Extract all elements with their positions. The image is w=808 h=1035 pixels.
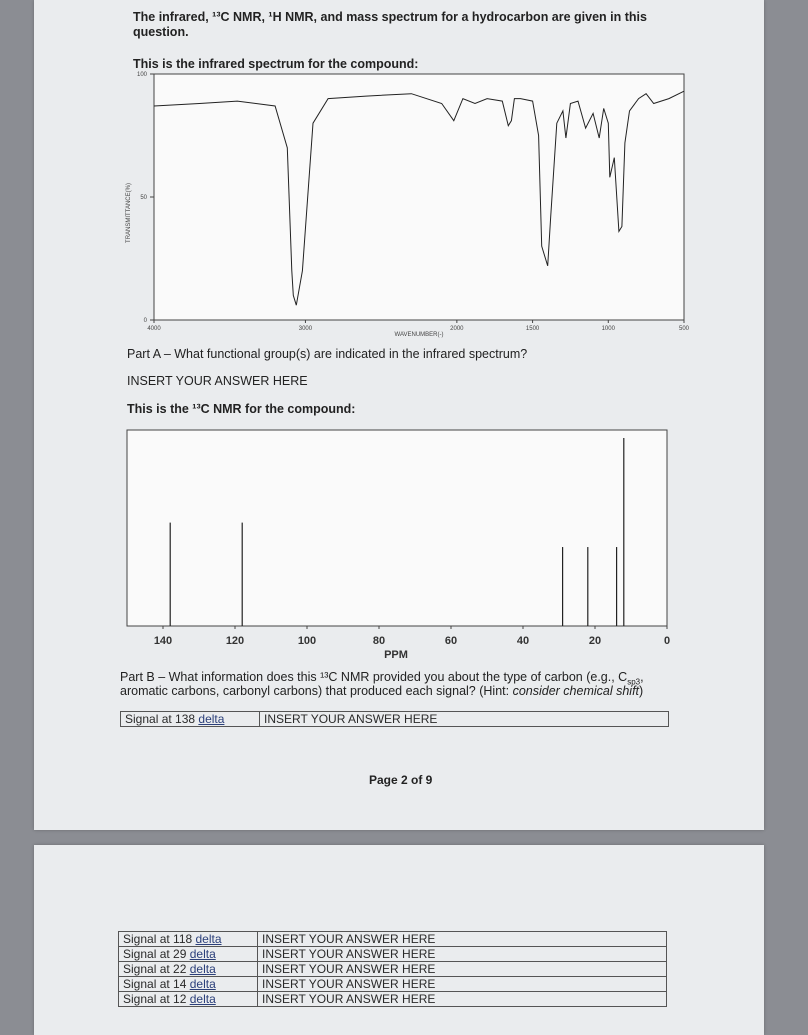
- cnmr-spectrum-chart: [34, 420, 764, 660]
- signal-label: [119, 977, 258, 992]
- cnmr-x-ticks: [154, 626, 670, 647]
- table-row: [119, 947, 667, 962]
- page-number: Page 2 of 9: [369, 773, 433, 787]
- ir-x-tick-label: 3000: [298, 326, 313, 332]
- ir-y-tick-label: 100: [136, 72, 147, 78]
- part-a-question: Part A – What functional group(s) are indicated in the infrared spectrum?: [127, 347, 528, 361]
- delta-link[interactable]: delta: [198, 712, 225, 726]
- signal-answer[interactable]: INSERT YOUR ANSWER HERE: [260, 712, 669, 727]
- ir-x-tick-label: 1500: [525, 326, 540, 332]
- signal-label: [119, 947, 258, 962]
- document-page-1: [34, 0, 764, 830]
- cnmr-x-tick-label: 60: [444, 635, 458, 647]
- table-row: [119, 962, 667, 977]
- part-b-sub: sp3: [627, 677, 641, 687]
- signal-label-prefix: Signal at 138: [125, 712, 199, 726]
- delta-link[interactable]: delta: [195, 932, 222, 946]
- signal-label-prefix: Signal at 22: [123, 962, 190, 976]
- part-a-answer[interactable]: INSERT YOUR ANSWER HERE: [127, 374, 308, 388]
- ir-x-tick-label: 2000: [450, 326, 464, 332]
- delta-link[interactable]: delta: [189, 977, 216, 991]
- signal-answer[interactable]: INSERT YOUR ANSWER HERE: [258, 932, 667, 947]
- ir-x-ticks: [147, 320, 689, 332]
- cnmr-x-tick-label: 120: [225, 635, 245, 647]
- signal-label-prefix: Signal at 12: [123, 992, 190, 1006]
- cnmr-x-tick-label: 40: [516, 635, 530, 647]
- intro-line-2: question.: [133, 25, 189, 39]
- signal-label: [119, 962, 258, 977]
- cnmr-x-tick-label: 80: [372, 635, 386, 647]
- cnmr-x-label: PPM: [384, 649, 408, 661]
- cnmr-plot-frame: [127, 430, 667, 626]
- ir-y-axis-label: TRANSMITTANCE(%): [126, 183, 132, 243]
- ir-y-tick-label: 50: [140, 195, 147, 201]
- signal-answer[interactable]: INSERT YOUR ANSWER HERE: [258, 962, 667, 977]
- ir-y-tick-label: 0: [143, 318, 147, 324]
- delta-link[interactable]: delta: [189, 962, 216, 976]
- cnmr-x-tick-label: 140: [153, 635, 173, 647]
- ir-y-ticks: [137, 72, 154, 324]
- signal-label: [119, 932, 258, 947]
- ir-x-tick-label: 500: [678, 326, 690, 332]
- cnmr-caption: This is the ¹³C NMR for the compound:: [127, 402, 356, 416]
- signal-answer[interactable]: INSERT YOUR ANSWER HERE: [258, 947, 667, 962]
- signal-label-prefix: Signal at 14: [123, 977, 190, 991]
- part-b-text-1: Part B – What information does this ¹³C NMR provided you about the type of carbon (e.g., C: [120, 670, 628, 684]
- part-b-hint: consider chemical shift: [512, 684, 640, 698]
- ir-spectrum-chart: [34, 68, 764, 368]
- signal-label-prefix: Signal at 29: [123, 947, 190, 961]
- part-b-text-1-end: ,: [640, 670, 644, 684]
- ir-caption: This is the infrared spectrum for the compound:: [133, 57, 419, 71]
- table-row: [119, 932, 667, 947]
- part-b-line-2: [120, 684, 643, 698]
- part-b-text-2a: aromatic carbons, carbonyl carbons) that produced each signal? (Hint:: [120, 684, 513, 698]
- ir-x-tick-label: 4000: [147, 326, 161, 332]
- signal-label-prefix: Signal at 118: [123, 932, 196, 946]
- signal-label: [121, 712, 260, 727]
- cnmr-x-tick-label: 0: [663, 635, 671, 647]
- answer-table-page-1: [120, 711, 669, 727]
- signal-label: [119, 992, 258, 1007]
- signal-answer[interactable]: INSERT YOUR ANSWER HERE: [258, 977, 667, 992]
- table-row: [121, 712, 669, 727]
- ir-x-axis-label: WAVENUMBER(-): [394, 332, 444, 338]
- part-b-text-2b: ): [639, 684, 644, 698]
- signal-answer[interactable]: INSERT YOUR ANSWER HERE: [258, 992, 667, 1007]
- document-page-2: [34, 845, 764, 1035]
- table-row: [119, 977, 667, 992]
- delta-link[interactable]: delta: [189, 947, 216, 961]
- cnmr-x-tick-label: 20: [588, 635, 602, 647]
- ir-x-tick-label: 1000: [601, 326, 615, 332]
- intro-line-1: The infrared, ¹³C NMR, ¹H NMR, and mass spectrum for a hydrocarbon are given in this: [133, 10, 647, 24]
- cnmr-x-tick-label: 100: [297, 635, 317, 647]
- table-row: [119, 992, 667, 1007]
- answer-table-page-2: [118, 931, 667, 1007]
- delta-link[interactable]: delta: [189, 992, 216, 1006]
